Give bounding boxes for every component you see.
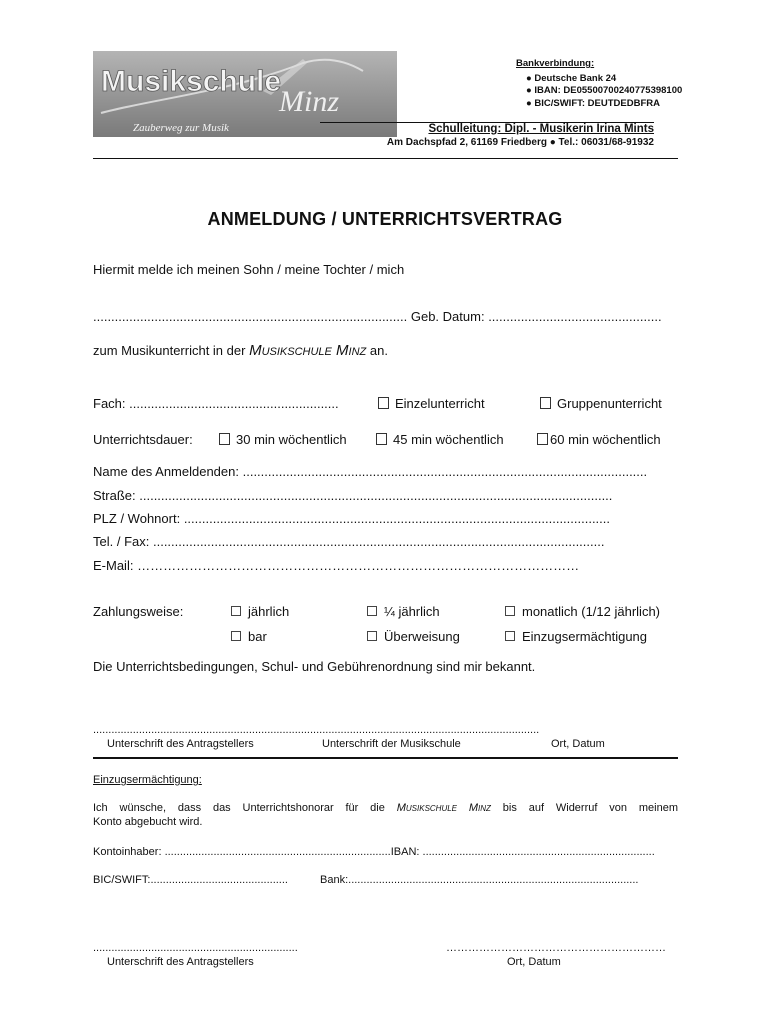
option-einzelunterricht[interactable] bbox=[378, 396, 485, 411]
signature-line-applicant[interactable]: ................................................................... bbox=[93, 942, 298, 954]
signature-label-applicant: Unterschrift des Antragstellers bbox=[107, 738, 254, 750]
intro-text: Hiermit melde ich meinen Sohn / meine Tochter / mich bbox=[93, 262, 405, 277]
checkbox-icon[interactable] bbox=[219, 433, 230, 445]
logo-word-musikschule: Musikschule bbox=[101, 65, 282, 98]
checkbox-icon[interactable] bbox=[367, 606, 377, 616]
birthdate-label: Geb. Datum: bbox=[410, 309, 485, 324]
signature-line-place-date[interactable]: …………………………………………………… bbox=[446, 942, 666, 954]
option-label: 60 min wöchentlich bbox=[550, 432, 661, 447]
field-dots: ............................................................................................................................. bbox=[152, 534, 605, 549]
checkbox-icon[interactable] bbox=[376, 433, 387, 445]
option-label: Einzelunterricht bbox=[395, 396, 485, 411]
bank-line: ● IBAN: DE05500700240775398100 bbox=[526, 85, 683, 96]
checkbox-icon[interactable] bbox=[505, 606, 515, 616]
checkbox-icon[interactable] bbox=[505, 631, 515, 641]
option-label: 45 min wöchentlich bbox=[393, 432, 504, 447]
field-name[interactable] bbox=[93, 464, 678, 479]
signature-label-applicant: Unterschrift des Antragstellers bbox=[107, 956, 254, 968]
duration-label: Unterrichtsdauer: bbox=[93, 432, 193, 447]
account-holder-dots: .......................................................................... bbox=[164, 846, 391, 858]
payment-yearly[interactable] bbox=[231, 604, 289, 619]
account-holder-row[interactable] bbox=[93, 846, 678, 858]
bank-label: Bank: bbox=[320, 874, 349, 886]
bank-details bbox=[516, 58, 682, 110]
musik-line bbox=[93, 342, 388, 359]
signature-line[interactable]: .................................................................................................................................................. bbox=[93, 724, 540, 736]
school-leader: Schulleitung: Dipl. - Musikerin Irina Mints bbox=[428, 123, 654, 135]
payment-direct-debit[interactable] bbox=[505, 629, 647, 644]
signature-label-place-date: Ort, Datum bbox=[507, 956, 561, 968]
checkbox-icon[interactable] bbox=[231, 606, 241, 616]
direct-debit-text bbox=[93, 802, 678, 814]
school-address: Am Dachspfad 2, 61169 Friedberg ● Tel.: 06031/68-91932 bbox=[386, 137, 654, 148]
option-label: Gruppenunterricht bbox=[557, 396, 662, 411]
section-divider bbox=[93, 757, 678, 759]
iban-dots: ............................................................................ bbox=[422, 846, 655, 858]
direct-debit-heading: Einzugsermächtigung: bbox=[93, 774, 202, 786]
iban-label: IBAN: bbox=[390, 846, 420, 858]
signature-label-place-date: Ort, Datum bbox=[551, 738, 605, 750]
school-name: Musikschule Minz bbox=[249, 342, 367, 359]
subject-label: Fach: bbox=[93, 396, 126, 411]
field-label: Name des Anmeldenden: bbox=[93, 464, 239, 479]
student-name-dots: ....................................................................................... bbox=[93, 309, 408, 324]
checkbox-icon[interactable] bbox=[367, 631, 377, 641]
option-gruppenunterricht[interactable] bbox=[540, 396, 662, 411]
checkbox-icon[interactable] bbox=[537, 433, 548, 445]
subject-line bbox=[93, 396, 339, 411]
payment-monthly[interactable] bbox=[505, 604, 660, 619]
option-label: Einzugsermächtigung bbox=[522, 629, 648, 644]
logo-word-minz: Minz bbox=[279, 85, 339, 118]
birthdate-dots: ................................................ bbox=[488, 309, 662, 324]
payment-label: Zahlungsweise: bbox=[93, 604, 184, 619]
direct-debit-text-part: Ich wünsche, dass das Unterrichtshonorar für die bbox=[93, 802, 385, 814]
bic-row[interactable] bbox=[93, 874, 288, 886]
bank-heading: Bankverbindung: bbox=[516, 58, 595, 69]
field-email[interactable] bbox=[93, 558, 678, 573]
terms-statement: Die Unterrichtsbedingungen, Schul- und Gebührenordnung sind mir bekannt. bbox=[93, 659, 536, 674]
option-label: monatlich (1/12 jährlich) bbox=[522, 604, 661, 619]
option-60min[interactable] bbox=[537, 432, 661, 447]
payment-quarterly[interactable] bbox=[367, 604, 440, 619]
page-title: ANMELDUNG / UNTERRICHTSVERTRAG bbox=[207, 209, 563, 229]
header-divider bbox=[93, 158, 678, 159]
payment-transfer[interactable] bbox=[367, 629, 460, 644]
field-dots: ................................................................................................................................... bbox=[139, 488, 613, 503]
option-label: jährlich bbox=[248, 604, 290, 619]
field-city[interactable] bbox=[93, 511, 678, 526]
field-dots: ................................................................................................................ bbox=[242, 464, 648, 479]
bank-line: ● Deutsche Bank 24 bbox=[526, 72, 617, 84]
checkbox-icon[interactable] bbox=[231, 631, 241, 641]
bank-row[interactable] bbox=[320, 874, 678, 886]
bic-label: BIC/SWIFT: bbox=[93, 874, 151, 886]
field-dots: ...................................................................................................................... bbox=[183, 511, 611, 526]
field-label: PLZ / Wohnort: bbox=[93, 511, 181, 526]
option-30min[interactable] bbox=[219, 432, 347, 447]
logo-slogan: Zauberweg zur Musik bbox=[133, 122, 229, 134]
option-45min[interactable] bbox=[376, 432, 504, 447]
signature-label-school: Unterschrift der Musikschule bbox=[322, 738, 461, 750]
field-dots: ………………………………………………………………………………………… bbox=[137, 558, 580, 573]
option-label: ¼ jährlich bbox=[384, 604, 440, 619]
checkbox-icon[interactable] bbox=[378, 397, 389, 409]
school-management bbox=[320, 122, 654, 148]
student-name-line[interactable] bbox=[93, 309, 678, 324]
field-label: Tel. / Fax: bbox=[93, 534, 150, 549]
payment-cash[interactable] bbox=[231, 629, 267, 644]
checkbox-icon[interactable] bbox=[540, 397, 551, 409]
option-label: 30 min wöchentlich bbox=[236, 432, 347, 447]
bic-dots: ............................................. bbox=[150, 874, 288, 886]
musik-suffix: an. bbox=[369, 343, 388, 358]
bank-line: ● BIC/SWIFT: DEUTDEDBFRA bbox=[526, 97, 660, 109]
musik-prefix: zum Musikunterricht in der bbox=[93, 343, 246, 358]
field-street[interactable] bbox=[93, 488, 678, 503]
bank-dots: ............................................................................................... bbox=[348, 874, 639, 886]
option-label: Überweisung bbox=[384, 629, 460, 644]
field-label: E-Mail: bbox=[93, 558, 134, 573]
account-holder-label: Kontoinhaber: bbox=[93, 846, 162, 858]
direct-debit-text-line2: Konto abgebucht wird. bbox=[93, 816, 203, 828]
direct-debit-text-part: bis auf Widerruf von meinem bbox=[502, 802, 678, 814]
subject-dots[interactable]: .......................................................... bbox=[129, 396, 339, 411]
field-phone[interactable] bbox=[93, 534, 678, 549]
field-label: Straße: bbox=[93, 488, 136, 503]
option-label: bar bbox=[248, 629, 267, 644]
school-name: Musikschule Minz bbox=[396, 802, 491, 814]
